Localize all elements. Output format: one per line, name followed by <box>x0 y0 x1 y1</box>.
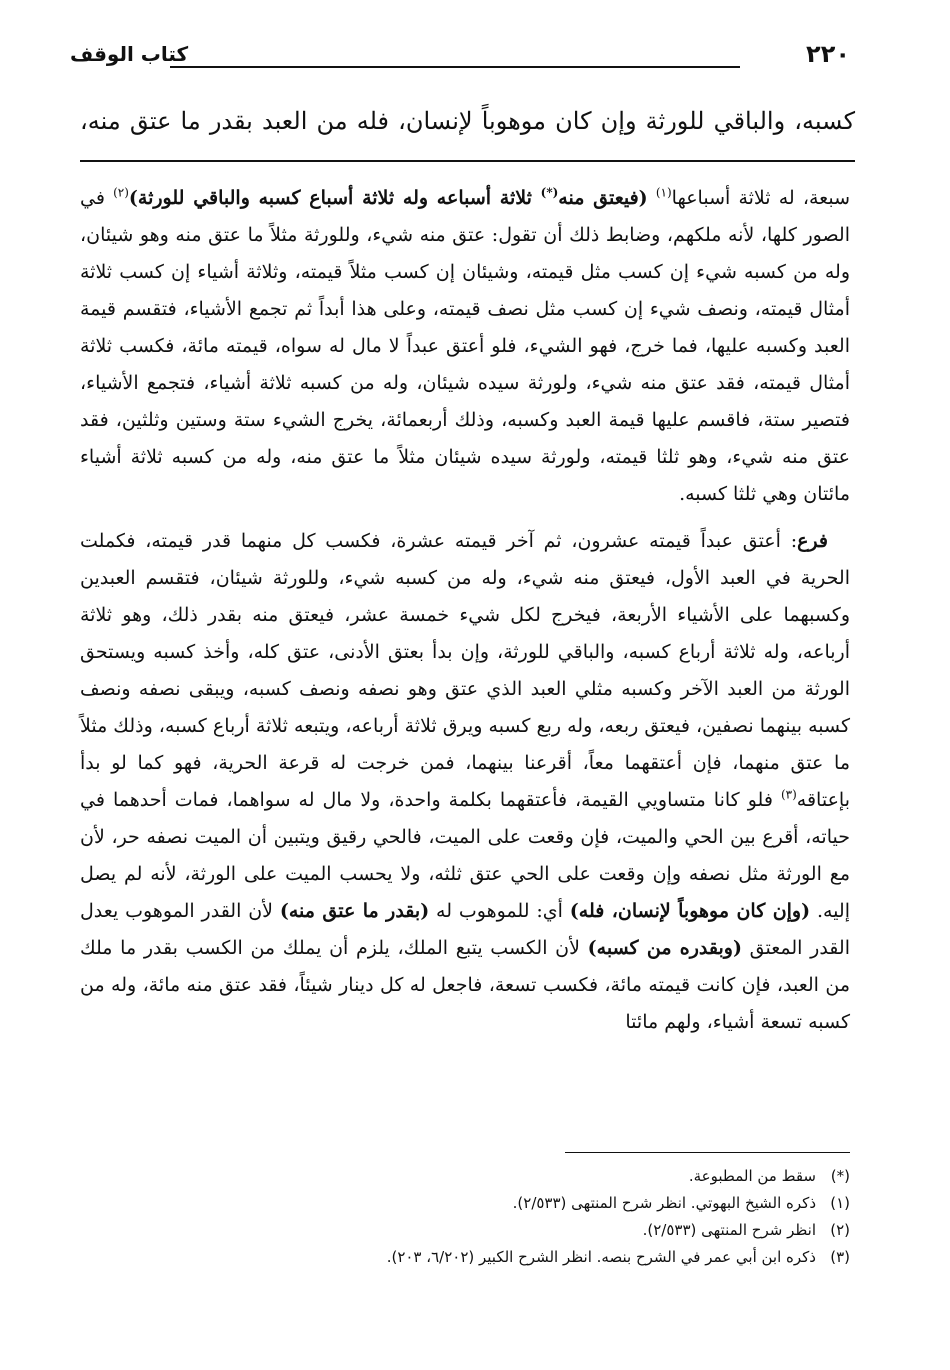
footnote-text: ذكره الشيخ البهوتي. انظر شرح المنتهى (٢/٥٣٣). <box>512 1194 816 1212</box>
running-header <box>70 40 850 80</box>
footnote-marker: (١) <box>830 1194 850 1212</box>
matn-divider <box>80 160 855 162</box>
footnote-text: انظر شرح المنتهى (٢/٥٣٣). <box>642 1221 816 1239</box>
footnote-divider <box>565 1152 850 1153</box>
text-run: لأن الكسب يتبع الملك، يلزم أن يملك من الكسب بقدر ما ملك من العبد، فإن كانت قيمته مائة، فكسب تسعة، فاجعل له كل دينار شيئاً، فقد عتق منه مائة، وله من كسبه تسعة أشياء، ولهم مائتا <box>80 937 850 1033</box>
text-run: سبعة، له ثلاثة أسباعها <box>671 187 850 209</box>
footnote-ref-star: (*) <box>540 185 559 200</box>
book-title: كتاب الوقف <box>70 42 189 66</box>
quoted-matn: (بقدر ما عتق منه) <box>279 900 430 922</box>
commentary-body <box>80 180 850 1041</box>
footnote-marker: (٣) <box>830 1248 850 1266</box>
footnotes <box>80 1163 850 1271</box>
page-number: ٢٢٠ <box>806 40 850 68</box>
text-run: أي: للموهوب له <box>429 900 570 922</box>
footnote-ref-3: (٣) <box>780 787 797 802</box>
header-rule <box>170 66 740 68</box>
text-run: لأن القدر الموهوب يعدل القدر المعتق <box>80 900 850 959</box>
footnote <box>80 1244 850 1271</box>
footnote-text: سقط من المطبوعة. <box>688 1167 816 1185</box>
text-run: في الصور كلها، لأنه ملكهم، وضابط ذلك أن تقول: عتق منه شيء، وللورثة مثلاً ما عتق منه وهو شيئان، وله من كسبه شيء إن كسب مثل قيمته، وشيئان إن كسب مثلاً قيمته، وثلاثة أشياء إن كسب ثلاثة أمثال قيمته، ونصف شيء إن كسب مثل نصف قيمته، وعلى هذا أبداً ثم تجمع الأشياء، فتقسم قيمة العبد وكسبه عليها، فما خرج، فهو الشيء، فلو أعتق عبداً لا مال له سواه، قيمته مائة، فكسب ثلاثة أمثال قيمته، فقد عتق منه شيء، ولورثة سيده شيئان، وله من كسبه ثلاثة أشياء، فتجمع الأشياء، فتصير ستة، فاقسم عليها قيمة العبد وكسبه، وذلك أربعمائة، يخرج الشيء ستة وستين وثلثين، فقد عتق منه شيء، وهو ثلثا قيمته، ولورثة سيده شيئان مثلاً ما عتق منه، وله من كسبه ثلاثة أشياء مائتان وهي ثلثا كسبه. <box>80 187 850 505</box>
text-run <box>648 187 656 209</box>
text-run: فلو كانا متساويي القيمة، فأعتقهما بكلمة واحدة، ولا مال له سواهما، فمات أحدهما في حياته، أقرع بين الحي والميت، فإن وقعت على الميت، فالحي رقيق ويتبين أن الميت نصفه حر، لأن مع الورثة مثل نصفه وإن وقعت على الحي عتق ثلثه، ولا يحسب الميت على الورثة، لأنه لم يصل إليه. <box>80 789 850 922</box>
footnote-marker: (٢) <box>830 1221 850 1239</box>
footnote <box>80 1217 850 1244</box>
quoted-matn: (فيعتق منه <box>558 187 648 209</box>
footnote-marker: (*) <box>830 1167 850 1185</box>
quoted-matn: ثلاثة أسباعه وله ثلاثة أسباع كسبه والباقي للورثة) <box>128 187 541 209</box>
footnote-ref-1: (١) <box>655 185 672 200</box>
footnote <box>80 1190 850 1217</box>
footnote-text: ذكره ابن أبي عمر في الشرح بنصه. انظر الشرح الكبير (٦/٢٠٢، ٢٠٣). <box>386 1248 816 1266</box>
quoted-matn: (وإن كان موهوباً لإنسان، فله) <box>569 900 811 922</box>
text-run: : أعتق عبداً قيمته عشرون، ثم آخر قيمته عشرة، فكسب كل منهما قدر قيمته، فكملت الحرية في العبد الأول، فيعتق منه شيء، وله من كسبه شيء، وللورثة شيئان، فتقسم العبدين وكسبهما على الأشياء الأربعة، فيخرج لكل شيء خمسة عشر، فيعتق منه بقدر ذلك، وهو ثلاثة أرباعه، وله ثلاثة أرباع كسبه، والباقي للورثة، وإن بدأ بعتق الأدنى، عتق كله، وأخذ كسبه ويستحق الورثة من العبد الآخر وكسبه مثلي العبد الذي عتق وهو نصفه ونصف كسبه، ويبقى نصفه ونصف كسبه بينهما نصفين، فيعتق ربعه، وله ربع كسبه ويرق ثلاثة أرباعه، ويتبعه ثلاثة أرباع كسبه، وذلك مثلاً ما عتق منهما، فإن أعتقهما معاً، أقرعنا بينهما، فمن خرجت له قرعة الحرية، فهو كما لو بدأ بإعتاقه <box>80 530 850 811</box>
quoted-matn: (وبقدره من كسبه) <box>587 937 742 959</box>
matn-text: كسبه، والباقي للورثة وإن كان موهوباً لإنسان، فله من العبد بقدر ما عتق منه، <box>80 107 855 135</box>
commentary-paragraph-2 <box>80 523 850 1041</box>
footnote <box>80 1163 850 1190</box>
commentary-paragraph-1 <box>80 180 850 513</box>
section-label-far: فرع <box>797 530 828 552</box>
footnote-ref-2: (٢) <box>113 185 129 200</box>
